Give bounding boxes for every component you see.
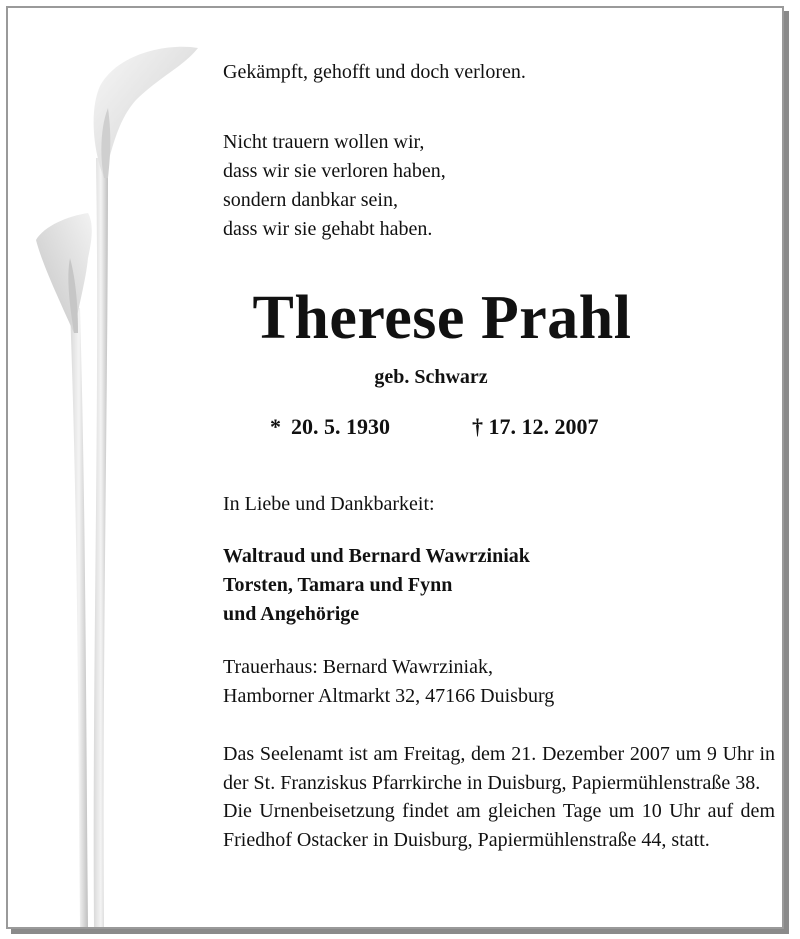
death-date-group [472,412,599,442]
death-notice [6,6,784,929]
calla-lily-icon [8,8,228,927]
requiem-paragraph: Das Seelenamt ist am Freitag, dem 21. Dezember 2007 um 9 Uhr in der St. Franziskus Pfarrkirche in Duisburg, Papiermühlenstraße 38. [223,743,775,794]
poem-line: Nicht trauern wollen wir, [223,131,425,153]
poem-line: sondern danbkar sein, [223,189,398,211]
birth-date: 20. 5. 1930 [291,414,390,439]
death-symbol: † [472,414,483,439]
family-list [223,542,530,629]
birth-symbol: * [270,414,281,439]
service-details [223,740,775,854]
death-date: 17. 12. 2007 [488,414,599,439]
birth-date-group [270,414,390,439]
motto-line: Gekämpft, gehofft und doch verloren. [223,61,526,83]
mourning-house-address [223,653,554,711]
family-line: und Angehörige [223,603,360,625]
thanks-line: In Liebe und Dankbarkeit: [223,493,435,515]
urn-burial-paragraph: Die Urnenbeisetzung findet am gleichen Tage um 10 Uhr auf dem Friedhof Ostacker in Duisburg, Papiermühlenstraße 44, statt. [223,800,775,851]
family-line: Torsten, Tamara und Fynn [223,574,453,596]
family-line: Waltraud und Bernard Wawrziniak [223,545,530,567]
poem-line: dass wir sie gehabt haben. [223,218,433,240]
address-line: Hamborner Altmarkt 32, 47166 Duisburg [223,685,555,707]
life-dates [270,412,599,442]
poem [223,128,446,244]
address-line: Trauerhaus: Bernard Wawrziniak, [223,656,493,678]
deceased-name: Therese Prahl [252,284,632,352]
poem-line: dass wir sie verloren haben, [223,160,446,182]
maiden-name: geb. Schwarz [374,366,488,388]
